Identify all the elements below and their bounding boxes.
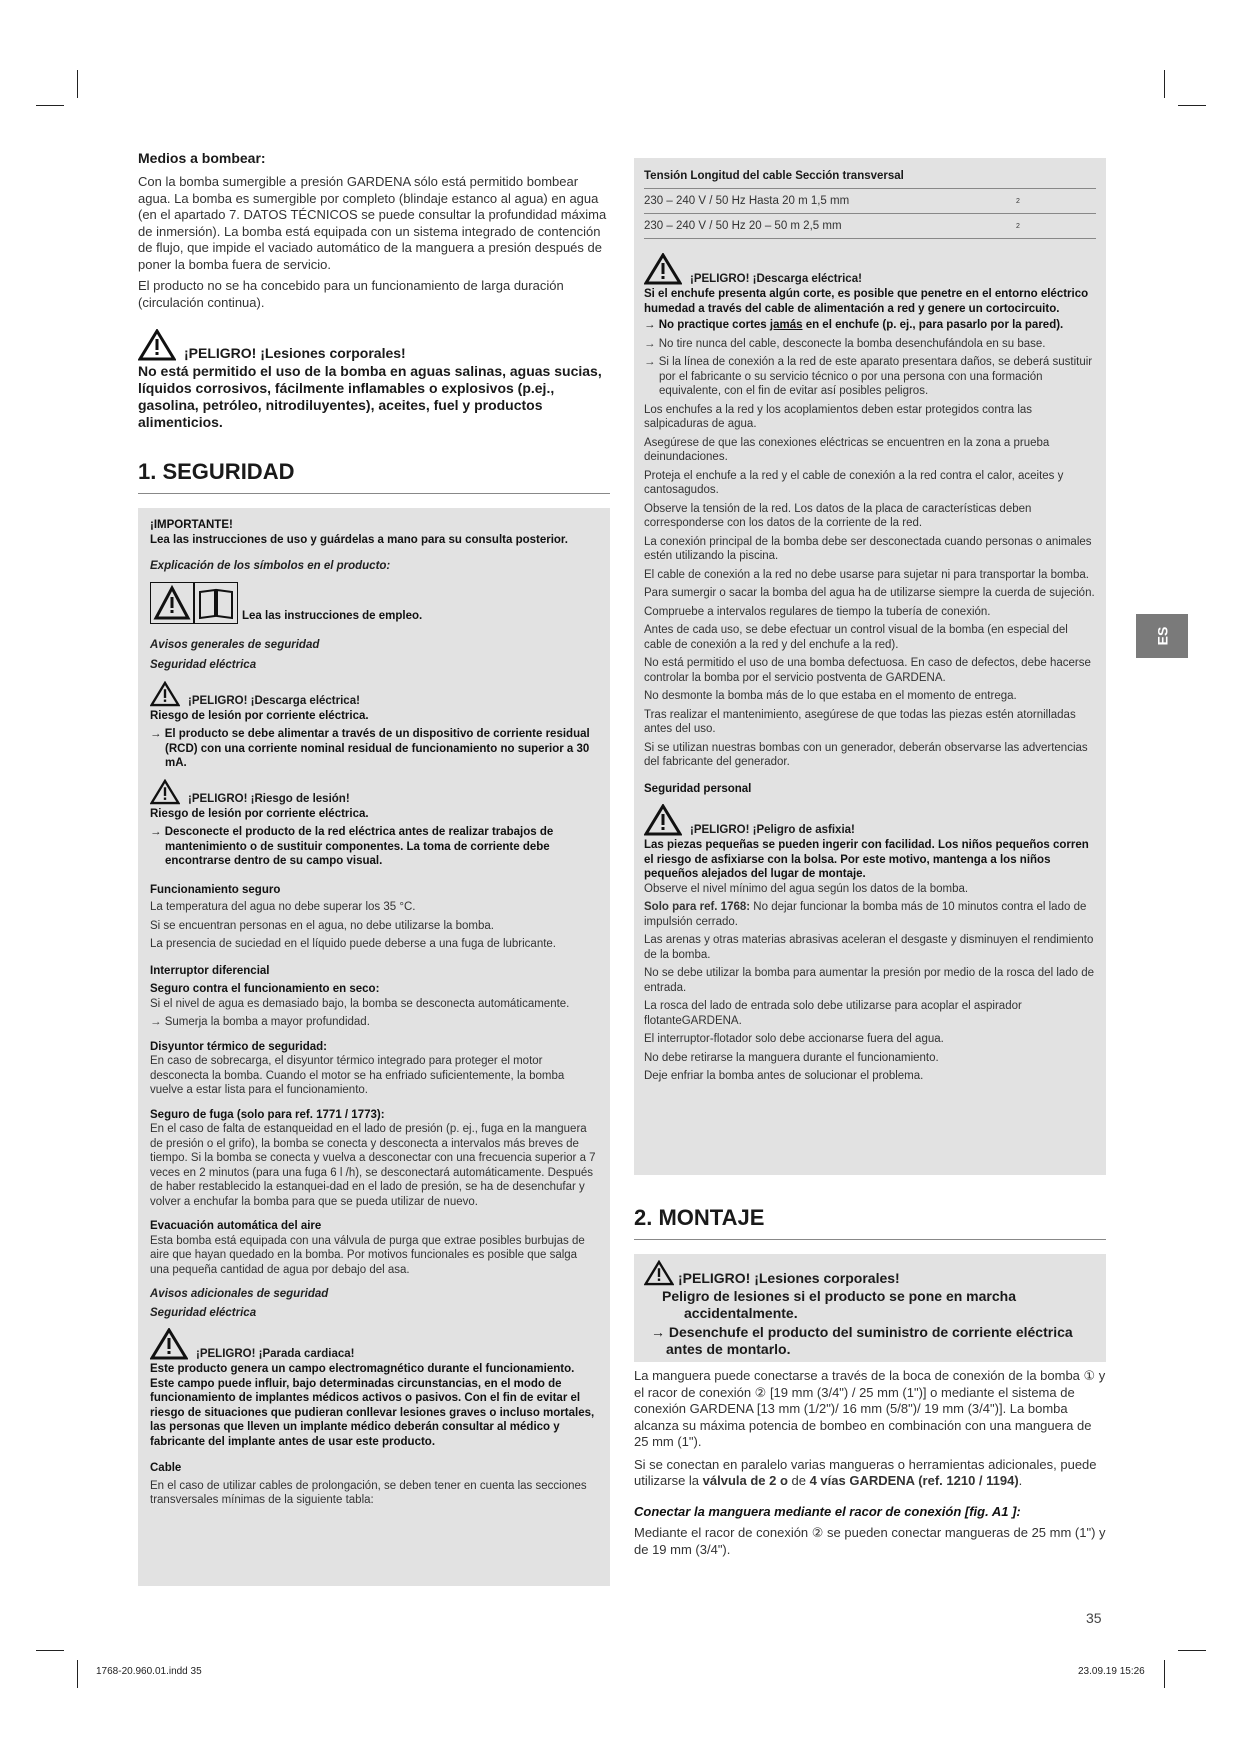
table-cell: 230 – 240 V / 50 Hz Hasta 20 m 1,5 mm	[644, 189, 1016, 214]
warning-title: ¡PELIGRO! ¡Lesiones corporales!	[678, 1270, 900, 1286]
table-row	[644, 189, 1096, 214]
dry-paragraph: Si el nivel de agua es demasiado bajo, la bomba se desconecta automáticamente.	[150, 997, 570, 1010]
warning-risk: Riesgo de lesión por corriente eléctrica.	[150, 807, 369, 820]
warning-item: → Desconecte el producto de la red eléctrica antes de realizar trabajos de mantenimiento o de sustituir componentes. La toma de corriente debe encontrarse dentro de su campo visual.	[150, 826, 554, 867]
paragraph: Las arenas y otras materias abrasivas aceleran el desgaste y disminuyen el rendimiento de la bomba.	[644, 934, 1094, 961]
warning-icon	[644, 804, 682, 836]
air-title: Evacuación automática del aire	[150, 1220, 322, 1232]
table-header: Tensión Longitud del cable Sección transversal	[644, 164, 1016, 189]
warning-title: ¡PELIGRO! ¡Riesgo de lesión!	[188, 792, 350, 805]
paragraph: No se debe utilizar la bomba para aumentar la presión por medio de la rosca del lado de entrada.	[644, 967, 1095, 994]
warning-risk: Riesgo de lesión por corriente eléctrica.	[150, 709, 369, 722]
symbols-title: Explicación de los símbolos en el producto:	[150, 560, 391, 572]
crop-mark	[36, 1650, 64, 1651]
paragraph: El cable de conexión a la red no debe usarse para sujetar ni para transportar la bomba.	[644, 568, 1089, 581]
table-cell-sup: 2	[1016, 189, 1096, 214]
right-column	[634, 158, 1106, 1563]
paragraph: Tras realizar el mantenimiento, asegúrese de que todas las piezas estén atornilladas antes del uso.	[644, 708, 1076, 735]
warning-title: ¡PELIGRO! ¡Descarga eléctrica!	[188, 694, 360, 707]
right-paragraphs-2	[644, 933, 1096, 1084]
crop-mark	[77, 1660, 78, 1688]
paragraph: La rosca del lado de entrada solo debe utilizarse para acoplar el aspirador flotanteGARDENA.	[644, 1000, 1022, 1027]
safety-box	[138, 508, 610, 1586]
warning-body: Las piezas pequeñas se pueden ingerir con facilidad. Los niños pequeños corren el riesgo de asfixiarse con la bolsa. Por este motivo, mantenga a los niños pequeños alejados del lugar de montaje.	[644, 839, 1089, 880]
page-number: 35	[1086, 1610, 1102, 1626]
paragraph: Observe la tensión de la red. Los datos de la placa de características deben corresponderse con los datos de la corriente de la red.	[644, 502, 1032, 529]
warning-title: ¡PELIGRO! ¡Peligro de asfixia!	[690, 824, 855, 836]
crop-mark	[1164, 1660, 1165, 1688]
dry-title: Seguro contra el funcionamiento en seco:	[150, 983, 380, 995]
cable-title: Cable	[150, 1462, 182, 1474]
media-paragraph: El producto no se ha concebido para un funcionamiento de larga duración (circulación continua).	[138, 278, 564, 310]
table-cell: 230 – 240 V / 50 Hz 20 – 50 m 2,5 mm	[644, 214, 1016, 239]
list-item: → Si la línea de conexión a la red de este aparato presentara daños, se deberá sustituir por el fabricante o su servicio técnico o por una persona con una formación equivalente, con el fin de evitar así posibles peligros.	[644, 356, 1093, 397]
warning-body: Este producto genera un campo electromagnético durante el funcionamiento. Este campo puede influir, bajo determinadas circunstancias, en el modo de funcionamiento de implantes médicos activos o pasivos. Con el fin de evitar el riesgo de situaciones que pudieran conllevar lesiones graves o incluso mortales, las personas que lleven un implante médico deberán consultar al médico y fabricante del implante antes de usar este producto.	[150, 1363, 595, 1448]
paragraph: Antes de cada uso, se debe efectuar un control visual de la bomba (en especial del cable de conexión a la red y del enchufe a la red).	[644, 624, 1068, 651]
section-title: 1. SEGURIDAD	[138, 459, 610, 494]
general-title: Avisos generales de seguridad	[150, 638, 320, 651]
important-title: ¡IMPORTANTE!	[150, 519, 233, 531]
paragraph: No desmonte la bomba más de lo que estaba en el momento de entrega.	[644, 690, 1017, 702]
add-title: Avisos adicionales de seguridad	[150, 1288, 329, 1300]
left-column	[138, 150, 610, 1586]
warning-item: → No practique cortes jamás en el enchufe (p. ej., para pasarlo por la pared).	[644, 319, 1064, 331]
warning-item: → Desenchufe el producto del suministro de corriente eléctrica antes de montarlo.	[651, 1324, 1073, 1357]
right-paragraphs	[644, 403, 1096, 770]
thermal-paragraph: En caso de sobrecarga, el disyuntor térmico integrado para proteger el motor desconecta la bomba. Cuando el motor se ha enfriado suficientemente, la bomba vuelve a estar lista para el funcionamiento.	[150, 1055, 565, 1096]
safety-box-continued	[634, 158, 1106, 1175]
warning-body: Peligro de lesiones si el producto se pone en marcha accidentalmente.	[662, 1288, 1016, 1321]
warning-icon	[150, 681, 180, 707]
mount-paragraph: Si se conectan en paralelo varias mangueras o herramientas adicionales, puede utilizarse la válvula de 2 o de 4 vías GARDENA (ref. 1210 / 1194).	[634, 1456, 1097, 1488]
paragraph: No debe retirarse la manguera durante el funcionamiento.	[644, 1051, 939, 1064]
media-paragraph: Con la bomba sumergible a presión GARDENA sólo está permitido bombear agua. La bomba es sumergible por completo (blindaje estanco al agua) en agua (en el apartado 7. DATOS TÉCNICOS se puede consultar la profundidad máxima de inmersión). La bomba está equipada con un sistema integrado de contención de flujo, que impide el vaciado automático de la manguera a presión después de poner la bomba fuera de servicio.	[138, 174, 607, 272]
crop-mark	[1178, 1650, 1206, 1651]
safe-title: Funcionamiento seguro	[150, 883, 281, 896]
cable-table	[644, 164, 1096, 239]
manual-book-icon	[194, 582, 238, 624]
warning-body: No está permitido el uso de la bomba en aguas salinas, aguas sucias, líquidos corrosivos, fácilmente inflamables o explosivos (p.ej., gasolina, petróleo, nitrodiluyentes), aceites, fuel y productos alimenticios.	[138, 363, 602, 430]
air-paragraph: Esta bomba está equipada con una válvula de purga que extrae posibles burbujas de aire que hayan quedado en la bomba. Por motivos funcionales es posible que salga una pequeña cantidad de agua por debajo del asa.	[150, 1234, 585, 1276]
symbols-text: Lea las instrucciones de empleo.	[242, 610, 423, 622]
footer-date: 23.09.19 15:26	[1078, 1666, 1145, 1677]
paragraph: Deje enfriar la bomba antes de solucionar el problema.	[644, 1070, 924, 1082]
mount-paragraph: La manguera puede conectarse a través de la boca de conexión de la bomba ① y el racor de conexión ② [19 mm (3/4") / 25 mm (1")] o mediante el sistema de conexión GARDENA [13 mm (1/2")/ 16 mm (5/8")/ 19 mm (3/4")]. La bomba alcanza su máxima potencia de bombeo en combinación con una manguera de 25 mm (1").	[634, 1368, 1106, 1449]
paragraph: La conexión principal de la bomba debe ser desconectada cuando personas o animales estén utilizando la piscina.	[644, 535, 1092, 562]
diff-title: Interruptor diferencial	[150, 964, 270, 977]
warning-icon	[138, 329, 176, 361]
language-tab: ES	[1136, 614, 1188, 658]
cable-paragraph: En el caso de utilizar cables de prolongación, se deben tener en cuenta las secciones transversales mínimas de la siguiente tabla:	[150, 1479, 587, 1506]
personal-title: Seguridad personal	[644, 782, 752, 795]
paragraph: Compruebe a intervalos regulares de tiempo la tubería de conexión.	[644, 605, 991, 618]
leak-title: Seguro de fuga (solo para ref. 1771 / 1773):	[150, 1108, 385, 1121]
warning-item: → El producto se debe alimentar a través de un dispositivo de corriente residual (RCD) con una corriente nominal residual de funcionamiento no superior a 30 mA.	[150, 728, 590, 769]
mount-subtitle: Conectar la manguera mediante el racor de conexión [fig. A1 ]:	[634, 1503, 1021, 1519]
warning-body: Si el enchufe presenta algún corte, es posible que penetre en el entorno eléctrico humedad a través del cable de alimentación a red y genere un cortocircuito.	[644, 288, 1089, 315]
paragraph: No está permitido el uso de una bomba defectuosa. En caso de defectos, debe hacerse controlar la bomba por el servicio postventa de GARDENA.	[644, 657, 1091, 684]
paragraph: Solo para ref. 1768: No dejar funcionar la bomba más de 10 minutos contra el lado de impulsión cerrado.	[644, 901, 1087, 928]
paragraph: Para sumergir o sacar la bomba del agua ha de utilizarse siempre la cuerda de sujeción.	[644, 587, 1095, 599]
warning-title: ¡PELIGRO! ¡Parada cardiaca!	[196, 1348, 355, 1360]
warning-icon	[644, 1260, 674, 1286]
crop-mark	[77, 70, 78, 98]
warning-title: ¡PELIGRO! ¡Descarga eléctrica!	[690, 273, 862, 285]
safe-paragraph: La temperatura del agua no debe superar los 35 °C.	[150, 901, 416, 913]
footer-file: 1768-20.960.01.indd 35	[96, 1666, 202, 1677]
add-electric-title: Seguridad eléctrica	[150, 1306, 257, 1319]
paragraph: El interruptor-flotador solo debe accionarse fuera del agua.	[644, 1033, 944, 1045]
crop-mark	[1178, 105, 1206, 106]
crop-mark	[36, 105, 64, 106]
safe-paragraph: Si se encuentran personas en el agua, no debe utilizarse la bomba.	[150, 919, 494, 932]
warning-title: ¡PELIGRO! ¡Lesiones corporales!	[184, 345, 406, 361]
section-title: 2. MONTAJE	[634, 1205, 1106, 1240]
warning-icon	[150, 582, 194, 624]
paragraph: Proteja el enchufe a la red y el cable de conexión a la red contra el calor, aceites y cantosagudos.	[644, 469, 1064, 496]
list-item: → No tire nunca del cable, desconecte la bomba desenchufándola en su base.	[644, 337, 1046, 350]
electric-title: Seguridad eléctrica	[150, 659, 257, 671]
safe-paragraph: La presencia de suciedad en el líquido puede deberse a una fuga de lubricante.	[150, 938, 556, 950]
paragraph: Los enchufes a la red y los acoplamientos deben estar protegidos contra las salpicaduras de agua.	[644, 403, 1033, 430]
warning-icon	[150, 779, 180, 805]
thermal-title: Disyuntor térmico de seguridad:	[150, 1040, 328, 1053]
crop-mark	[1164, 70, 1165, 98]
media-title: Medios a bombear:	[138, 150, 266, 166]
table-row	[644, 214, 1096, 239]
dry-item: → Sumerja la bomba a mayor profundidad.	[150, 1016, 370, 1028]
mount-warning-box	[634, 1254, 1106, 1362]
warning-icon	[150, 1328, 188, 1360]
warning-icon	[644, 253, 682, 285]
mount-paragraph: Mediante el racor de conexión ② se pueden conectar mangueras de 25 mm (1") y de 19 mm (3/4").	[634, 1525, 1106, 1557]
warning-block	[138, 329, 610, 431]
paragraph: Observe el nivel mínimo del agua según los datos de la bomba.	[644, 882, 969, 895]
table-cell-sup: 2	[1016, 214, 1096, 239]
paragraph: Si se utilizan nuestras bombas con un generador, deberán observarse las advertencias del fabricante del generador.	[644, 741, 1088, 768]
paragraph: Asegúrese de que las conexiones eléctricas se encuentren en la zona a prueba deinundaciones.	[644, 436, 1050, 463]
important-body: Lea las instrucciones de uso y guárdelas a mano para su consulta posterior.	[150, 533, 568, 546]
leak-paragraph: En el caso de falta de estanqueidad en el lado de presión (p. ej., fuga en la manguera de presión o el grifo), la bomba se conecta y desconecta a intervalos más breves de tiempo. Si la bomba se conecta y vuelva a desconectar con una frecuencia superior a 7 veces en 2 minutos (para una fuga 6 l /h), se desconectará automáticamente. Después de haber restablecido la estanquei-dad en el lado de presión, se ha de desenchufar y volver a enchufar la bomba para que se pueda utilizar de nuevo.	[150, 1123, 596, 1208]
